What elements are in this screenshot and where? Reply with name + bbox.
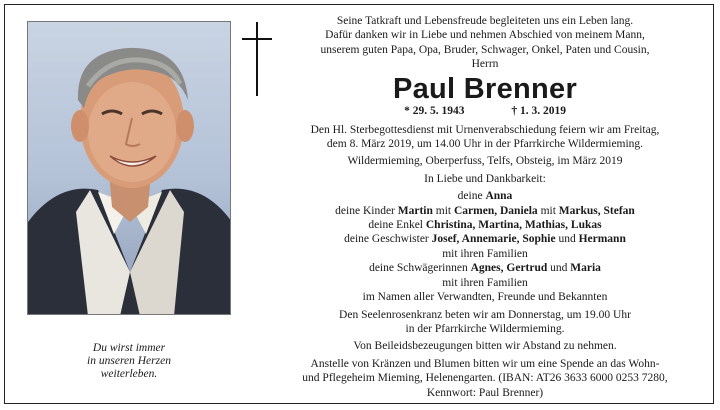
death-date: † 1. 3. 2019 [511, 104, 566, 117]
obituary-text [270, 14, 700, 400]
rosary-line: Den Seelenrosenkranz beten wir am Donnerstag, um 19.00 Uhr [339, 308, 631, 321]
family-grandchildren: deine Enkel Christina, Martina, Mathias, Lukas [368, 219, 602, 232]
funeral-line: Den Hl. Sterbegottesdienst mit Urnenverabschiedung feiern wir am Freitag, [310, 123, 660, 136]
donation-line: Anstelle von Kränzen und Blumen bitten wir um eine Spende an das Wohn- [310, 357, 660, 370]
motto-line: weiterleben. [100, 368, 158, 380]
intro-line: Dafür danken wir in Liebe und nehmen Abschied von meinem Mann, [325, 29, 645, 42]
condolence-line: Von Beileidsbezeugungen bitten wir Abstand zu nehmen. [353, 340, 617, 353]
motto-line: in unseren Herzen [87, 355, 171, 367]
family-siblings: deine Geschwister Josef, Annemarie, Sophie und Hermann [344, 233, 626, 246]
deceased-name: Paul Brenner [392, 72, 578, 105]
intro-line: Herrn [471, 58, 499, 71]
rosary-line: in der Pfarrkirche Wildermieming. [405, 322, 565, 335]
life-dates [270, 104, 700, 118]
cross-icon [242, 22, 272, 96]
family-in-laws: deine Schwägerinnen Agnes, Gertrud und Maria [369, 262, 601, 275]
family-wife: deine Anna [457, 190, 513, 203]
family-families-1: mit ihren Familien [442, 247, 528, 260]
donation-line: und Pflegeheim Mieming, Helenengarten. (IBAN: AT26 3633 6000 0253 7280, [302, 372, 668, 385]
portrait-illustration [28, 22, 231, 315]
intro-line: Seine Tatkraft und Lebensfreude begleiteten uns ein Leben lang. [336, 15, 634, 27]
funeral-line: dem 8. März 2019, um 14.00 Uhr in der Pfarrkirche Wildermieming. [326, 138, 644, 151]
family-children: deine Kinder Martin mit Carmen, Daniela mit Markus, Stefan [335, 204, 635, 217]
family-relatives: im Namen aller Verwandten, Freunde und Bekannten [362, 291, 608, 304]
motto-line: Du wirst immer [92, 342, 166, 354]
place-date: Wildermieming, Oberperfuss, Telfs, Obsteig, im März 2019 [347, 155, 623, 168]
birth-date: * 29. 5. 1943 [404, 104, 465, 117]
gratitude-line: In Liebe und Dankbarkeit: [424, 172, 546, 185]
intro-line: unserem guten Papa, Opa, Bruder, Schwager, Onkel, Paten und Cousin, [320, 43, 650, 56]
portrait-photo [27, 21, 231, 315]
family-families-2: mit ihren Familien [442, 276, 528, 289]
donation-line: Kennwort: Paul Brenner) [426, 386, 544, 399]
motto [27, 342, 231, 381]
